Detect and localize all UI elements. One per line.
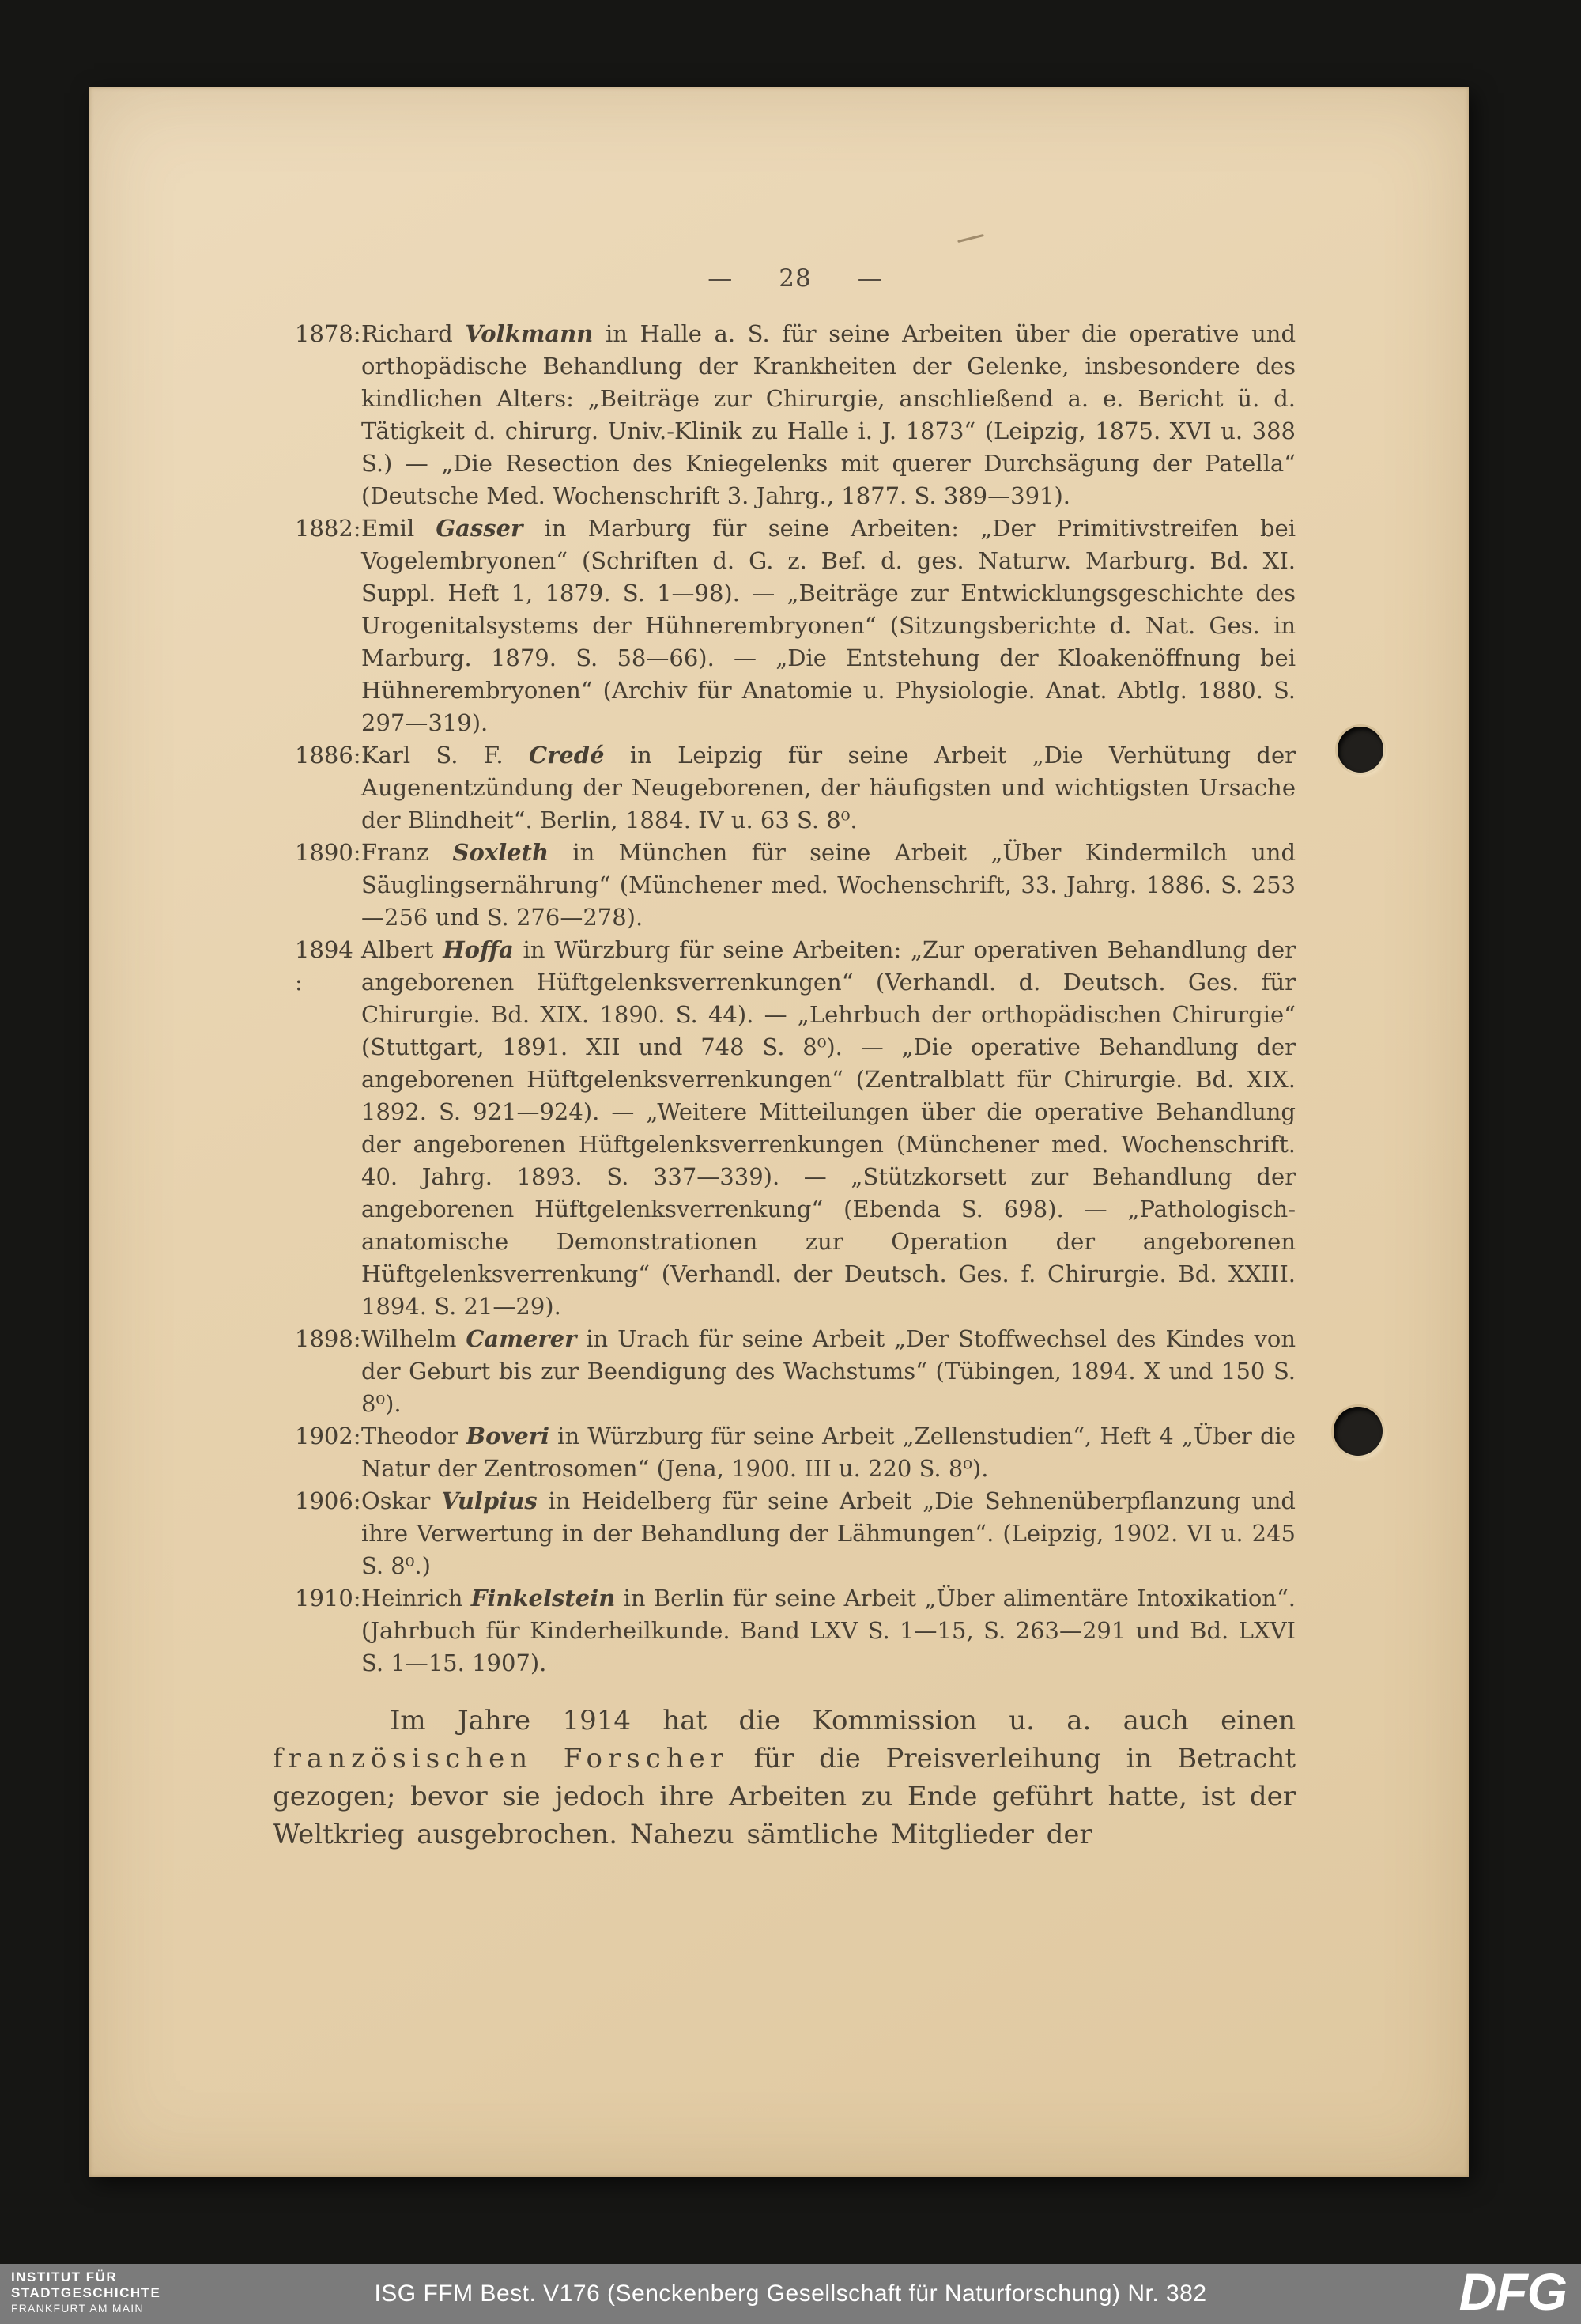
prize-entry xyxy=(295,1323,1296,1420)
entry-text: Heinrich Finkelstein in Berlin für seine Arbeit „Über alimentäre Intoxikation“. (Jahrbuch für Kinderheilkunde. Band LXV S. 1—15, S. 263—291 und Bd. LXVI S. 1—15. 1907). xyxy=(361,1585,1296,1676)
prize-entry xyxy=(295,318,1296,512)
punch-hole-top xyxy=(1338,727,1383,773)
prize-entry xyxy=(295,512,1296,739)
entry-year: 1886: xyxy=(295,742,361,769)
pen-mark xyxy=(957,234,984,243)
page-number-dash-left: — xyxy=(707,264,734,293)
prize-entry xyxy=(295,934,1296,1323)
closing-paragraph: Im Jahre 1914 hat die Kommission u. a. auch einen französischen Forscher für die Preisverleihung in Betracht gezogen; bevor sie jedoch ihre Arbeiten zu Ende geführt hatte, ist der Weltkrieg ausgebrochen. Nahezu sämtliche Mitglieder der xyxy=(273,1705,1296,1850)
entry-year: 1910: xyxy=(295,1585,361,1612)
prize-entry xyxy=(295,739,1296,837)
entry-text: Emil Gasser in Marburg für seine Arbeiten: „Der Primitivstreifen bei Vogelembryonen“ (Schriften d. G. z. Bef. d. ges. Naturw. Marburg. Bd. XI. Suppl. Heft 1, 1879. S. 1—98). — „Beiträge zur Entwicklungsgeschichte des Urogenitalsystems der Hühnerembryonen“ (Sitzungsberichte d. Nat. Ges. in Marburg. 1879. S. 58—66). — „Die Entstehung der Kloakenöffnung bei Hühnerembryonen“ (Archiv für Anatomie u. Physiologie. Anat. Abtlg. 1880. S. 297—319). xyxy=(361,515,1296,736)
prize-entry xyxy=(295,1582,1296,1680)
footer-bar xyxy=(0,2264,1581,2324)
punch-hole-bottom xyxy=(1334,1407,1383,1456)
entry-year: 1882: xyxy=(295,515,361,542)
page-number xyxy=(295,264,1296,293)
entry-year: 1906: xyxy=(295,1487,361,1514)
entry-text: Theodor Boveri in Würzburg für seine Arbeit „Zellenstudien“, Heft 4 „Über die Natur der Zentrosomen“ (Jena, 1900. III u. 220 S. 8⁰). xyxy=(361,1423,1296,1482)
entry-year: 1898: xyxy=(295,1325,361,1352)
page-text-block xyxy=(273,318,1296,1854)
archive-reference: ISG FFM Best. V176 (Senckenberg Gesellschaft für Naturforschung) Nr. 382 xyxy=(374,2281,1207,2307)
institute-line-1: INSTITUT FÜR xyxy=(11,2269,118,2284)
entry-text: Wilhelm Camerer in Urach für seine Arbeit „Der Stoffwechsel des Kindes von der Geburt bis zur Beendigung des Wachstums“ (Tübingen, 1894. X und 150 S. 8⁰). xyxy=(361,1325,1296,1417)
entry-year: 1902: xyxy=(295,1423,361,1449)
page-number-value: 28 xyxy=(779,264,812,293)
entry-text: Oskar Vulpius in Heidelberg für seine Arbeit „Die Sehnenüberpflanzung und ihre Verwertung in der Behandlung der Lähmungen“. (Leipzig, 1902. VI u. 245 S. 8⁰.) xyxy=(361,1487,1296,1579)
prize-entry xyxy=(295,837,1296,934)
page-number-dash-right: — xyxy=(857,264,883,293)
institute-line-2: STADTGESCHICHTE xyxy=(11,2285,161,2300)
institute-line-3: FRANKFURT AM MAIN xyxy=(11,2302,144,2315)
entry-year: 1894 : xyxy=(295,936,353,996)
entry-year: 1878: xyxy=(295,320,361,347)
prize-entry xyxy=(295,1420,1296,1485)
dfg-logo: DFG xyxy=(1458,2262,1567,2321)
entry-text: Richard Volkmann in Halle a. S. für seine Arbeiten über die operative und orthopädische Behandlung der Krankheiten der Gelenke, insbesondere des kindlichen Alters: „Beiträge zur Chirurgie, anschließend a. e. Bericht ü. d. Tätigkeit d. chirurg. Univ.-Klinik zu Halle i. J. 1873“ (Leipzig, 1875. XVI u. 388 S.) — „Die Resection des Kniegelenks mit querer Durchsägung der Patella“ (Deutsche Med. Wochenschrift 3. Jahrg., 1877. S. 389—391). xyxy=(361,320,1296,509)
prize-entry-list xyxy=(295,318,1296,1680)
entry-text: Franz Soxleth in München für seine Arbeit „Über Kindermilch und Säuglingsernährung“ (Münchener med. Wochenschrift, 33. Jahrg. 1886. S. 253—256 und S. 276—278). xyxy=(361,839,1296,931)
entry-year: 1890: xyxy=(295,839,361,866)
prize-entry xyxy=(295,1485,1296,1582)
entry-text: Karl S. F. Credé in Leipzig für seine Arbeit „Die Verhütung der Augenentzündung der Neugeborenen, der häufigsten und wichtigsten Ursache der Blindheit“. Berlin, 1884. IV u. 63 S. 8⁰. xyxy=(361,742,1296,833)
entry-text: Albert Hoffa in Würzburg für seine Arbeiten: „Zur operativen Behandlung der angeborenen Hüftgelenksverrenkungen“ (Verhandl. d. Deutsch. Ges. für Chirurgie. Bd. XIX. 1890. S. 44). — „Lehrbuch der orthopädischen Chirurgie“ (Stuttgart, 1891. XII und 748 S. 8⁰). — „Die operative Behandlung der angeborenen Hüftgelenksverrenkungen“ (Zentralblatt für Chirurgie. Bd. XIX. 1892. S. 921—924). — „Weitere Mitteilungen über die operative Behandlung der angeborenen Hüftgelenksverrenkungen (Münchener med. Wochenschrift. 40. Jahrg. 1893. S. 337—339). — „Stützkorsett zur Behandlung der angeborenen Hüftgelenksverrenkung“ (Ebenda S. 698). — „Pathologisch-anatomische Demonstrationen zur Operation der angeborenen Hüftgelenksverrenkung“ (Verhandl. der Deutsch. Ges. f. Chirurgie. Bd. XXIII. 1894. S. 21—29). xyxy=(361,936,1296,1320)
scanned-page xyxy=(89,87,1469,2177)
